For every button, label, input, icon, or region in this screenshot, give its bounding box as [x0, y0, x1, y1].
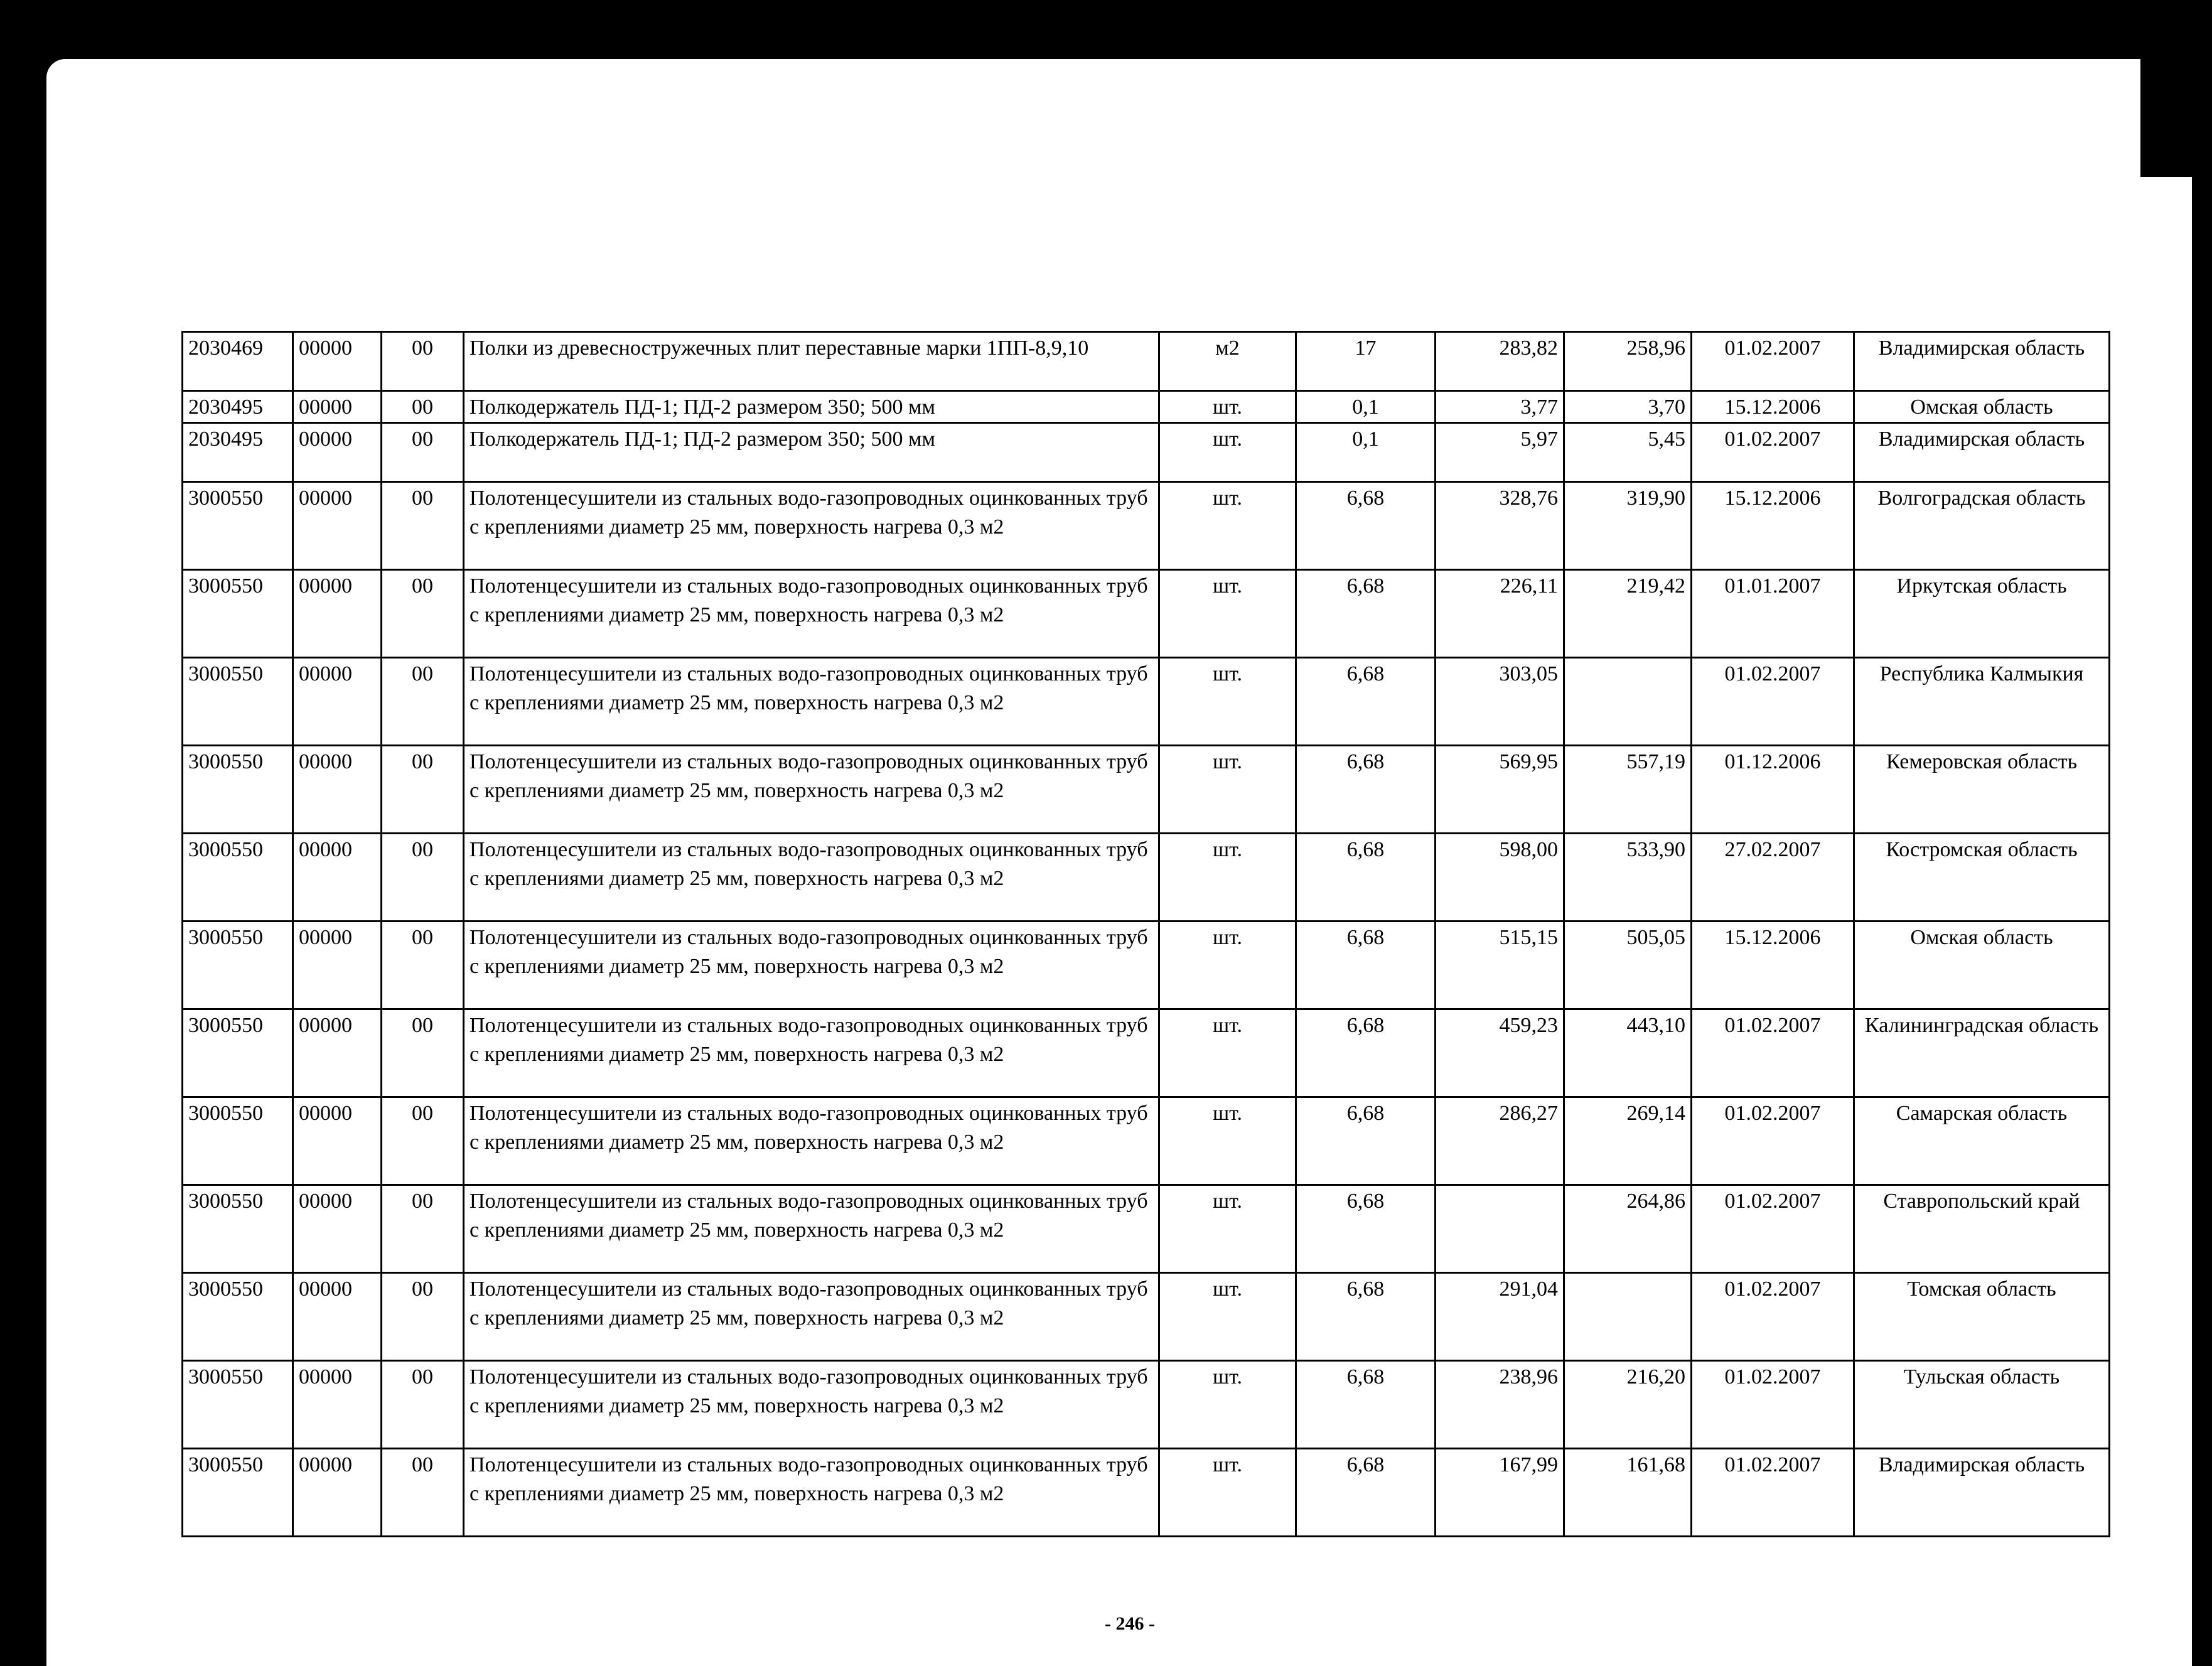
item-quantity: 0,1 [1296, 423, 1436, 482]
item-price-2: 264,86 [1564, 1185, 1692, 1273]
item-price-2: 269,14 [1564, 1097, 1692, 1185]
item-name: Полотенцесушители из стальных водо-газопроводных оцинкованных труб с креплениями диаметр 25 мм, поверхность нагрева 0,3 м2 [464, 834, 1159, 922]
page-number: - 246 - [1105, 1613, 1155, 1634]
item-region: Омская область [1854, 391, 2110, 423]
item-date: 01.01.2007 [1692, 570, 1854, 658]
item-subcode: 00000 [293, 570, 382, 658]
item-region: Ставропольский край [1854, 1185, 2110, 1273]
item-unit: шт. [1159, 482, 1296, 570]
table-row [183, 658, 2110, 746]
item-name: Полотенцесушители из стальных водо-газопроводных оцинкованных труб с креплениями диаметр 25 мм, поверхность нагрева 0,3 м2 [464, 482, 1159, 570]
item-subcode-2: 00 [382, 1273, 464, 1361]
item-subcode: 00000 [293, 1449, 382, 1537]
item-price-1: 459,23 [1436, 1009, 1564, 1097]
item-code: 3000550 [183, 570, 293, 658]
item-code: 3000550 [183, 1449, 293, 1537]
item-unit: шт. [1159, 1361, 1296, 1449]
item-subcode: 00000 [293, 746, 382, 834]
item-date: 15.12.2006 [1692, 391, 1854, 423]
item-name: Полотенцесушители из стальных водо-газопроводных оцинкованных труб с креплениями диаметр 25 мм, поверхность нагрева 0,3 м2 [464, 922, 1159, 1009]
item-price-2 [1564, 1273, 1692, 1361]
item-date: 01.02.2007 [1692, 332, 1854, 391]
item-name: Полотенцесушители из стальных водо-газопроводных оцинкованных труб с креплениями диаметр 25 мм, поверхность нагрева 0,3 м2 [464, 1449, 1159, 1537]
item-quantity: 6,68 [1296, 1449, 1436, 1537]
item-unit: шт. [1159, 746, 1296, 834]
table-row [183, 332, 2110, 391]
item-unit: шт. [1159, 1273, 1296, 1361]
item-price-2: 557,19 [1564, 746, 1692, 834]
price-table [181, 331, 2110, 1537]
item-quantity: 6,68 [1296, 746, 1436, 834]
item-code: 3000550 [183, 658, 293, 746]
item-subcode-2: 00 [382, 922, 464, 1009]
item-name: Полкодержатель ПД-1; ПД-2 размером 350; 500 мм [464, 391, 1159, 423]
item-price-1: 226,11 [1436, 570, 1564, 658]
item-date: 01.02.2007 [1692, 1097, 1854, 1185]
item-subcode-2: 00 [382, 482, 464, 570]
item-date: 01.02.2007 [1692, 1273, 1854, 1361]
item-name: Полотенцесушители из стальных водо-газопроводных оцинкованных труб с креплениями диаметр 25 мм, поверхность нагрева 0,3 м2 [464, 1009, 1159, 1097]
item-subcode: 00000 [293, 658, 382, 746]
item-date: 01.12.2006 [1692, 746, 1854, 834]
item-price-1: 515,15 [1436, 922, 1564, 1009]
item-region: Иркутская область [1854, 570, 2110, 658]
item-subcode: 00000 [293, 1097, 382, 1185]
table-row [183, 391, 2110, 423]
table-row [183, 1273, 2110, 1361]
item-region: Республика Калмыкия [1854, 658, 2110, 746]
item-name: Полки из древесностружечных плит переставные марки 1ПП-8,9,10 [464, 332, 1159, 391]
item-date: 01.02.2007 [1692, 1449, 1854, 1537]
item-subcode-2: 00 [382, 834, 464, 922]
item-unit: шт. [1159, 570, 1296, 658]
item-code: 3000550 [183, 834, 293, 922]
item-code: 2030469 [183, 332, 293, 391]
item-date: 01.02.2007 [1692, 423, 1854, 482]
item-price-2: 505,05 [1564, 922, 1692, 1009]
item-unit: шт. [1159, 391, 1296, 423]
item-unit: шт. [1159, 1009, 1296, 1097]
item-price-1: 569,95 [1436, 746, 1564, 834]
item-date: 01.02.2007 [1692, 1009, 1854, 1097]
item-unit: шт. [1159, 922, 1296, 1009]
item-subcode: 00000 [293, 482, 382, 570]
item-code: 3000550 [183, 1009, 293, 1097]
item-date: 15.12.2006 [1692, 482, 1854, 570]
item-quantity: 17 [1296, 332, 1436, 391]
table-row [183, 746, 2110, 834]
item-price-1 [1436, 1185, 1564, 1273]
item-price-1: 291,04 [1436, 1273, 1564, 1361]
item-price-2: 319,90 [1564, 482, 1692, 570]
item-unit: шт. [1159, 1097, 1296, 1185]
item-name: Полотенцесушители из стальных водо-газопроводных оцинкованных труб с креплениями диаметр 25 мм, поверхность нагрева 0,3 м2 [464, 570, 1159, 658]
item-region: Владимирская область [1854, 1449, 2110, 1537]
item-subcode: 00000 [293, 1273, 382, 1361]
item-code: 3000550 [183, 482, 293, 570]
table-row [183, 1361, 2110, 1449]
item-unit: шт. [1159, 658, 1296, 746]
item-subcode-2: 00 [382, 391, 464, 423]
item-price-1: 283,82 [1436, 332, 1564, 391]
table-row [183, 570, 2110, 658]
item-subcode: 00000 [293, 1361, 382, 1449]
item-name: Полотенцесушители из стальных водо-газопроводных оцинкованных труб с креплениями диаметр 25 мм, поверхность нагрева 0,3 м2 [464, 1361, 1159, 1449]
item-price-2: 5,45 [1564, 423, 1692, 482]
item-region: Самарская область [1854, 1097, 2110, 1185]
item-code: 3000550 [183, 1185, 293, 1273]
item-quantity: 6,68 [1296, 658, 1436, 746]
item-name: Полотенцесушители из стальных водо-газопроводных оцинкованных труб с креплениями диаметр 25 мм, поверхность нагрева 0,3 м2 [464, 1097, 1159, 1185]
item-price-2: 443,10 [1564, 1009, 1692, 1097]
item-price-2: 219,42 [1564, 570, 1692, 658]
item-subcode-2: 00 [382, 1361, 464, 1449]
item-region: Владимирская область [1854, 423, 2110, 482]
item-subcode: 00000 [293, 1185, 382, 1273]
item-quantity: 6,68 [1296, 1361, 1436, 1449]
item-price-1: 238,96 [1436, 1361, 1564, 1449]
table-row [183, 1097, 2110, 1185]
item-subcode: 00000 [293, 834, 382, 922]
item-quantity: 6,68 [1296, 834, 1436, 922]
table-row [183, 1009, 2110, 1097]
table-row [183, 834, 2110, 922]
item-quantity: 6,68 [1296, 482, 1436, 570]
item-price-2: 161,68 [1564, 1449, 1692, 1537]
item-price-1: 286,27 [1436, 1097, 1564, 1185]
item-quantity: 6,68 [1296, 1009, 1436, 1097]
item-name: Полотенцесушители из стальных водо-газопроводных оцинкованных труб с креплениями диаметр 25 мм, поверхность нагрева 0,3 м2 [464, 658, 1159, 746]
item-subcode-2: 00 [382, 746, 464, 834]
item-subcode-2: 00 [382, 423, 464, 482]
item-quantity: 6,68 [1296, 1273, 1436, 1361]
item-unit: шт. [1159, 423, 1296, 482]
item-subcode-2: 00 [382, 658, 464, 746]
item-price-1: 3,77 [1436, 391, 1564, 423]
item-date: 01.02.2007 [1692, 1185, 1854, 1273]
item-quantity: 6,68 [1296, 1097, 1436, 1185]
item-price-2: 533,90 [1564, 834, 1692, 922]
item-code: 3000550 [183, 746, 293, 834]
item-name: Полотенцесушители из стальных водо-газопроводных оцинкованных труб с креплениями диаметр 25 мм, поверхность нагрева 0,3 м2 [464, 1273, 1159, 1361]
item-price-1: 167,99 [1436, 1449, 1564, 1537]
item-region: Тульская область [1854, 1361, 2110, 1449]
item-price-2 [1564, 658, 1692, 746]
item-subcode-2: 00 [382, 1185, 464, 1273]
item-region: Томская область [1854, 1273, 2110, 1361]
item-price-2: 3,70 [1564, 391, 1692, 423]
item-name: Полотенцесушители из стальных водо-газопроводных оцинкованных труб с креплениями диаметр 25 мм, поверхность нагрева 0,3 м2 [464, 1185, 1159, 1273]
item-region: Костромская область [1854, 834, 2110, 922]
item-subcode: 00000 [293, 332, 382, 391]
item-region: Волгоградская область [1854, 482, 2110, 570]
item-price-2: 216,20 [1564, 1361, 1692, 1449]
table-row [183, 1185, 2110, 1273]
item-price-1: 598,00 [1436, 834, 1564, 922]
item-code: 3000550 [183, 1273, 293, 1361]
item-unit: шт. [1159, 1449, 1296, 1537]
item-subcode-2: 00 [382, 570, 464, 658]
item-subcode: 00000 [293, 423, 382, 482]
item-name: Полкодержатель ПД-1; ПД-2 размером 350; 500 мм [464, 423, 1159, 482]
price-table-body [183, 332, 2110, 1537]
item-quantity: 0,1 [1296, 391, 1436, 423]
item-subcode: 00000 [293, 391, 382, 423]
item-code: 3000550 [183, 1361, 293, 1449]
item-price-2: 258,96 [1564, 332, 1692, 391]
item-price-1: 328,76 [1436, 482, 1564, 570]
item-price-1: 303,05 [1436, 658, 1564, 746]
item-date: 01.02.2007 [1692, 658, 1854, 746]
item-region: Владимирская область [1854, 332, 2110, 391]
item-subcode: 00000 [293, 922, 382, 1009]
item-code: 2030495 [183, 423, 293, 482]
table-row [183, 922, 2110, 1009]
item-quantity: 6,68 [1296, 922, 1436, 1009]
price-table-container [181, 331, 2108, 1529]
table-row [183, 1449, 2110, 1537]
item-subcode-2: 00 [382, 332, 464, 391]
item-unit: шт. [1159, 834, 1296, 922]
item-code: 2030495 [183, 391, 293, 423]
item-region: Кемеровская область [1854, 746, 2110, 834]
item-subcode-2: 00 [382, 1009, 464, 1097]
item-code: 3000550 [183, 1097, 293, 1185]
table-row [183, 423, 2110, 482]
item-date: 01.02.2007 [1692, 1361, 1854, 1449]
scan-corner-shadow [2140, 33, 2212, 177]
item-quantity: 6,68 [1296, 1185, 1436, 1273]
item-subcode-2: 00 [382, 1097, 464, 1185]
item-name: Полотенцесушители из стальных водо-газопроводных оцинкованных труб с креплениями диаметр 25 мм, поверхность нагрева 0,3 м2 [464, 746, 1159, 834]
item-code: 3000550 [183, 922, 293, 1009]
item-price-1: 5,97 [1436, 423, 1564, 482]
item-quantity: 6,68 [1296, 570, 1436, 658]
table-row [183, 482, 2110, 570]
item-subcode-2: 00 [382, 1449, 464, 1537]
item-date: 27.02.2007 [1692, 834, 1854, 922]
item-region: Калининградская область [1854, 1009, 2110, 1097]
item-date: 15.12.2006 [1692, 922, 1854, 1009]
item-unit: м2 [1159, 332, 1296, 391]
item-region: Омская область [1854, 922, 2110, 1009]
item-subcode: 00000 [293, 1009, 382, 1097]
item-unit: шт. [1159, 1185, 1296, 1273]
